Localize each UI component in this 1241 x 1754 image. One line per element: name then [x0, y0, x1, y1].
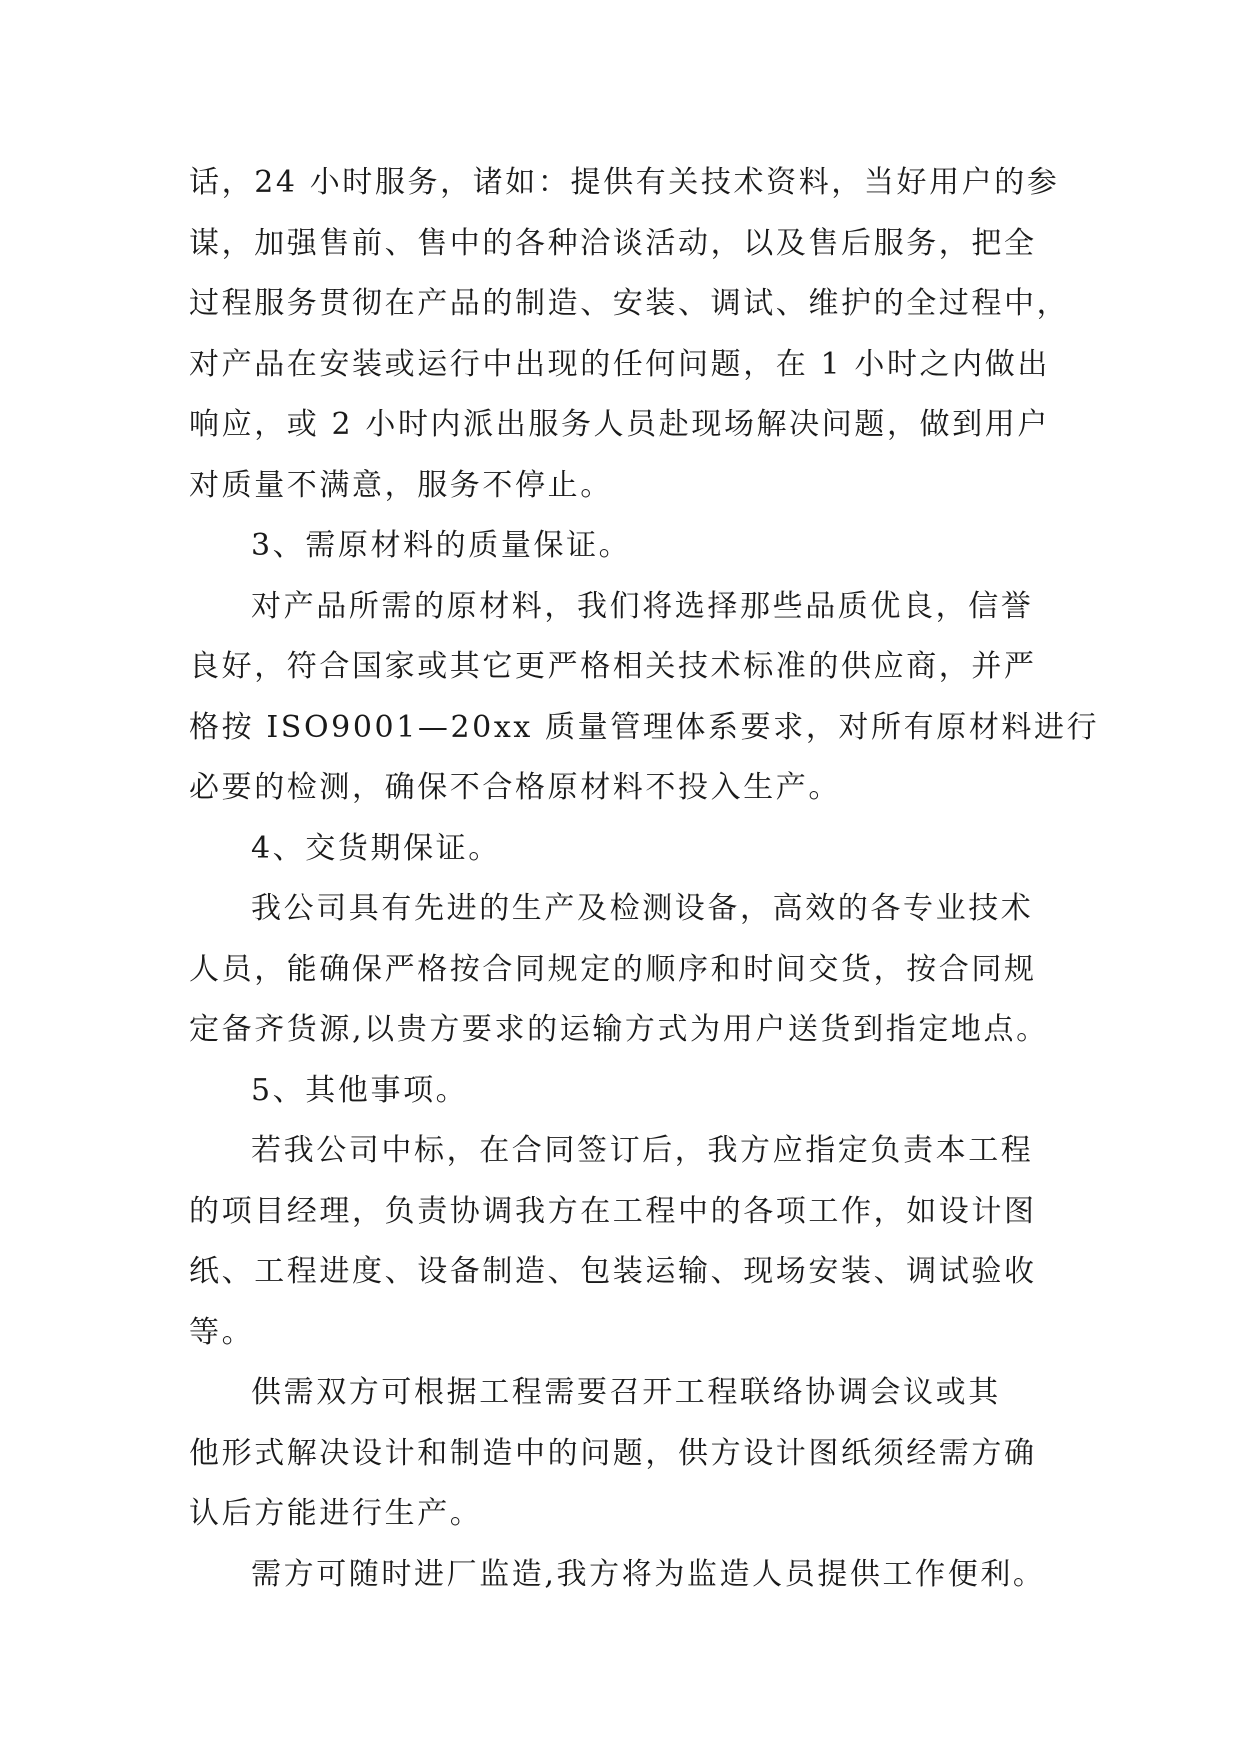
text-line: 良好，符合国家或其它更严格相关技术标准的供应商，并严	[189, 649, 1037, 684]
text-line: 话，24 小时服务，诸如：提供有关技术资料，当好用户的参	[189, 165, 1060, 200]
text-line: 格按 ISO9001—20xx 质量管理体系要求，对所有原材料进行	[189, 709, 1100, 745]
text-line: 需方可随时进厂监造,我方将为监造人员提供工作便利。	[251, 1556, 1046, 1592]
text-line: 纸、工程进度、设备制造、包装运输、现场安装、调试验收	[189, 1254, 1037, 1289]
section-heading-4: 4、交货期保证。	[251, 830, 501, 866]
text-line: 等。	[189, 1314, 255, 1350]
text-line: 过程服务贯彻在产品的制造、安装、调试、维护的全过程中，	[189, 286, 1070, 321]
text-line: 对质量不满意，服务不停止。	[189, 467, 613, 503]
text-line: 的项目经理，负责协调我方在工程中的各项工作，如设计图	[189, 1193, 1037, 1229]
document-body	[189, 153, 1100, 1605]
text-line: 响应，或 2 小时内派出服务人员赴现场解决问题，做到用户	[189, 407, 1050, 442]
text-line: 谋，加强售前、售中的各种洽谈活动，以及售后服务，把全	[189, 225, 1037, 261]
text-line: 我公司具有先进的生产及检测设备，高效的各专业技术	[251, 891, 1034, 926]
section-heading-5: 5、其他事项。	[251, 1072, 469, 1108]
text-line: 对产品在安装或运行中出现的任何问题，在 1 小时之内做出	[189, 346, 1050, 382]
text-line: 人员，能确保严格按合同规定的顺序和时间交货，按合同规	[189, 951, 1037, 987]
text-line: 认后方能进行生产。	[189, 1496, 483, 1531]
text-line: 他形式解决设计和制造中的问题，供方设计图纸须经需方确	[189, 1435, 1037, 1471]
text-line: 若我公司中标，在合同签订后，我方应指定负责本工程	[251, 1133, 1034, 1168]
text-line: 必要的检测，确保不合格原材料不投入生产。	[189, 770, 841, 805]
text-line: 供需双方可根据工程需要召开工程联络协调会议或其	[251, 1375, 1001, 1410]
text-line: 对产品所需的原材料，我们将选择那些品质优良，信誉	[251, 588, 1034, 624]
section-heading-3: 3、需原材料的质量保证。	[251, 528, 632, 563]
text-line: 定备齐货源,以贵方要求的运输方式为用户送货到指定地点。	[189, 1012, 1049, 1047]
